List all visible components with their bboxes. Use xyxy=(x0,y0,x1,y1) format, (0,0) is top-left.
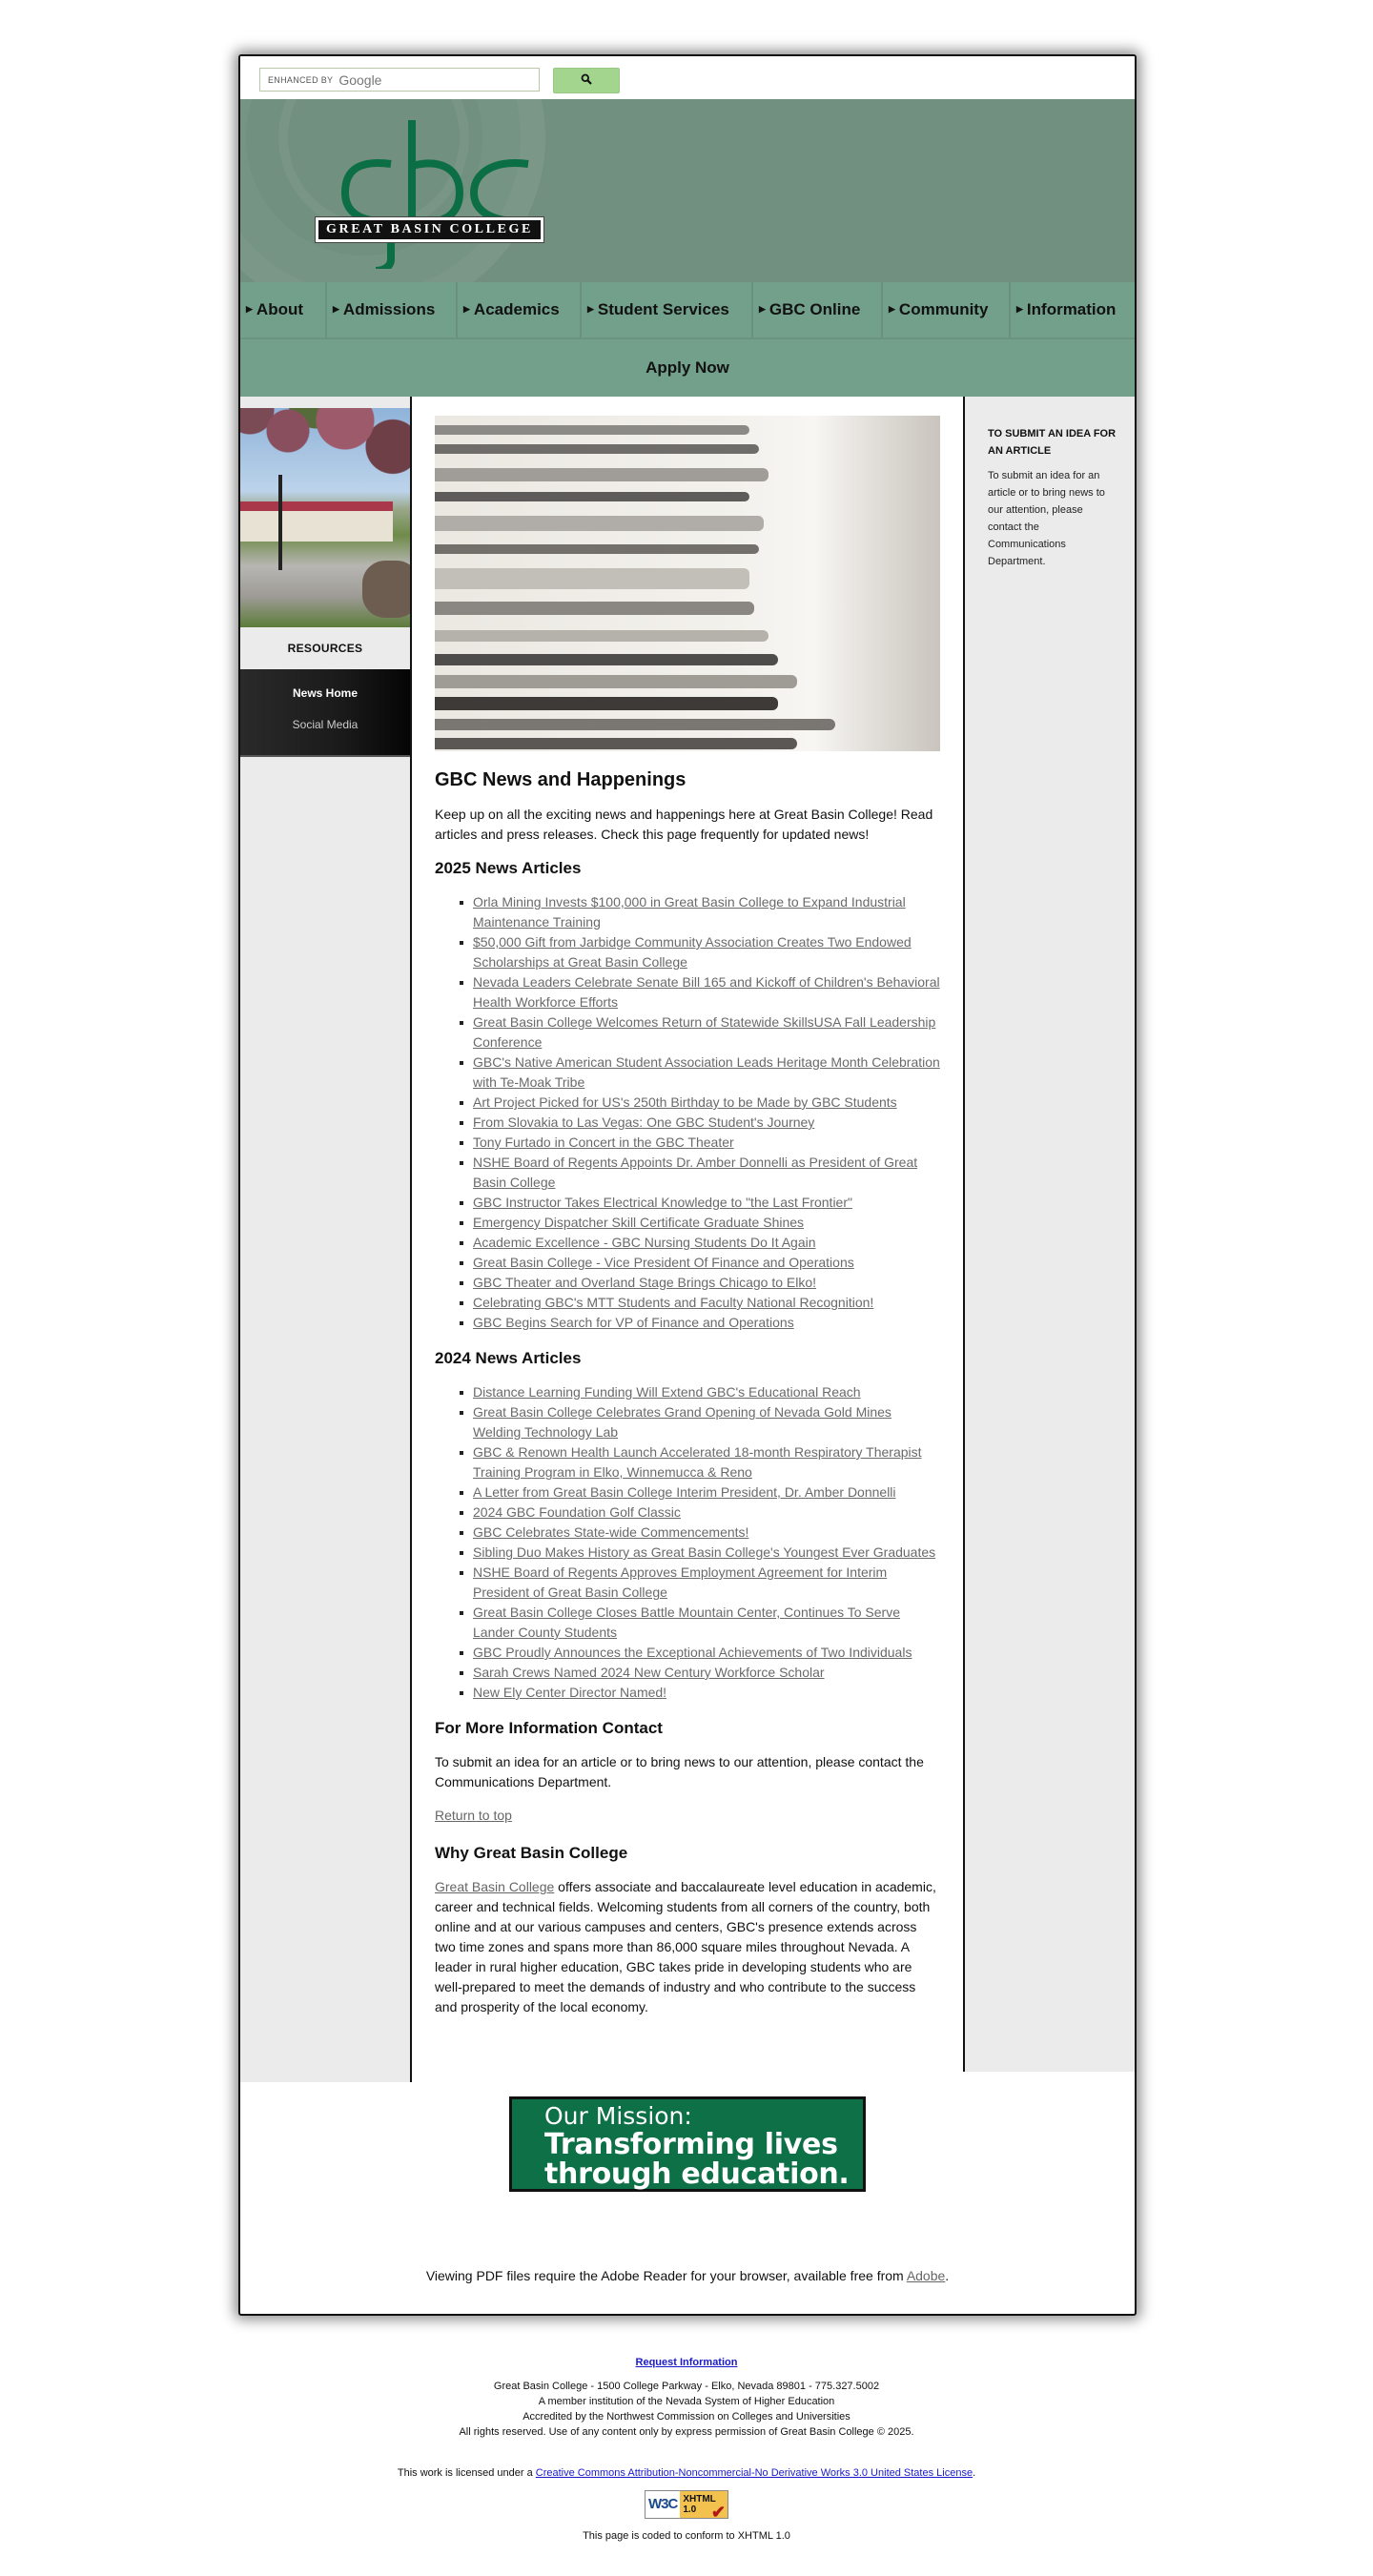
article-link[interactable]: Celebrating GBC's MTT Students and Faculty National Recognition! xyxy=(473,1295,874,1310)
section-heading-2024: 2024 News Articles xyxy=(435,1349,582,1367)
article-link[interactable]: $50,000 Gift from Jarbidge Community Association Creates Two Endowed Scholarships at Great Basin College xyxy=(473,934,912,970)
list-item xyxy=(473,1382,940,1402)
list-item xyxy=(473,1643,940,1663)
article-link[interactable]: Art Project Picked for US's 250th Birthday to be Made by GBC Students xyxy=(473,1094,897,1110)
page-title: GBC News and Happenings xyxy=(435,769,686,790)
sidebar-item-news-home[interactable]: News Home xyxy=(292,686,359,700)
request-information-link[interactable]: Request Information xyxy=(635,2357,738,2368)
article-list-2024 xyxy=(473,1382,940,1703)
list-item xyxy=(473,1523,940,1543)
header-banner xyxy=(240,99,1135,282)
return-to-top-link[interactable]: Return to top xyxy=(435,1808,512,1823)
mission-statement-line2: through education. xyxy=(544,2157,850,2191)
photo-rock xyxy=(362,561,410,618)
photo-building xyxy=(240,501,393,542)
article-link[interactable]: Nevada Leaders Celebrate Senate Bill 165 and Kickoff of Children's Behavioral Health Workforce Efforts xyxy=(473,974,940,1010)
list-item xyxy=(473,1543,940,1563)
article-link[interactable]: GBC & Renown Health Launch Accelerated 18-month Respiratory Therapist Training Program in Elko, Winnemucca & Reno xyxy=(473,1444,922,1480)
nav-item-community[interactable]: ▶ Community xyxy=(883,282,1011,337)
footer-license: This work is licensed under a Creative Commons Attribution-Noncommercial-No Derivative Works 3.0 United States License. xyxy=(397,2467,976,2479)
list-item xyxy=(473,1193,940,1213)
resources-title: RESOURCES xyxy=(287,642,363,655)
nav-item-admissions[interactable]: ▶ Admissions xyxy=(327,282,458,337)
apply-now-link[interactable]: Apply Now xyxy=(646,358,729,377)
article-link[interactable]: A Letter from Great Basin College Interim President, Dr. Amber Donnelli xyxy=(473,1484,896,1500)
search-bar xyxy=(240,56,1135,99)
list-item xyxy=(473,1213,940,1233)
article-link[interactable]: GBC Instructor Takes Electrical Knowledge to "the Last Frontier" xyxy=(473,1195,852,1210)
footer xyxy=(0,2355,1373,2544)
article-link[interactable]: Sarah Crews Named 2024 New Century Workforce Scholar xyxy=(473,1665,825,1680)
pdf-note: Viewing PDF files require the Adobe Reader for your browser, available free from Adobe. xyxy=(425,2268,950,2283)
nav-item-student-services[interactable]: ▶ Student Services xyxy=(582,282,753,337)
nav-item-about[interactable]: ▶ About xyxy=(240,282,327,337)
article-link[interactable]: Great Basin College - Vice President Of Finance and Operations xyxy=(473,1255,854,1270)
article-link[interactable]: Orla Mining Invests $100,000 in Great Basin College to Expand Industrial Maintenance Training xyxy=(473,894,906,930)
list-item xyxy=(473,1113,940,1133)
apply-now-bar xyxy=(240,339,1135,397)
footer-accredited: Accredited by the Northwest Commission on Colleges and Universities xyxy=(523,2411,850,2423)
list-item xyxy=(473,1093,940,1113)
article-link[interactable]: Sibling Duo Makes History as Great Basin College's Youngest Ever Graduates xyxy=(473,1544,936,1560)
main-content xyxy=(412,397,963,2082)
adobe-link[interactable]: Adobe xyxy=(906,2268,946,2283)
w3c-xhtml-badge[interactable]: W3C XHTML 1.0 ✔ xyxy=(645,2490,728,2519)
article-link[interactable]: Distance Learning Funding Will Extend GBC's Educational Reach xyxy=(473,1384,861,1400)
list-item xyxy=(473,1253,940,1273)
article-link[interactable]: From Slovakia to Las Vegas: One GBC Student's Journey xyxy=(473,1114,815,1130)
search-placeholder-prefix: ENHANCED BY xyxy=(268,74,334,85)
nav-item-gbc-online[interactable]: ▶ GBC Online xyxy=(753,282,883,337)
search-input[interactable] xyxy=(259,68,540,92)
search-icon xyxy=(581,72,592,90)
list-item xyxy=(473,932,940,972)
list-item xyxy=(473,1663,940,1683)
article-link[interactable]: GBC Begins Search for VP of Finance and Operations xyxy=(473,1315,794,1330)
section-heading-2025: 2025 News Articles xyxy=(435,859,582,877)
article-link[interactable]: Great Basin College Celebrates Grand Opening of Nevada Gold Mines Welding Technology Lab xyxy=(473,1404,891,1440)
content-columns xyxy=(240,397,1135,2082)
nav-item-academics[interactable]: ▶ Academics xyxy=(458,282,582,337)
triangle-right-icon: ▶ xyxy=(759,303,766,314)
article-link[interactable]: NSHE Board of Regents Appoints Dr. Amber Donnelli as President of Great Basin College xyxy=(473,1155,918,1190)
intro-text: Keep up on all the exciting news and happenings here at Great Basin College! Read articles and press releases. Check this page frequently for updated news! xyxy=(435,807,933,842)
article-link[interactable]: Great Basin College Closes Battle Mountain Center, Continues To Serve Lander County Students xyxy=(473,1605,900,1640)
triangle-right-icon: ▶ xyxy=(333,303,339,314)
left-sidebar xyxy=(240,397,412,2082)
article-list-2025 xyxy=(473,892,940,1333)
mission-statement-line1: Transforming lives xyxy=(544,2128,838,2161)
gbc-logo-icon[interactable] xyxy=(317,116,536,269)
footer-rights: All rights reserved. Use of any content only by express permission of Great Basin College © 2025. xyxy=(459,2426,914,2438)
why-gbc-text: Great Basin College offers associate and baccalaureate level education in academic, career and technical fields. Welcoming students from all corners of the country, both online and at our various campuses and centers, GBC's presence extends across two time zones and spans more than 86,000 square miles throughout Nevada. A leader in rural higher education, GBC takes pride in developing students who are well-prepared to meet the demands of industry and who contribute to the success and prosperity of the local economy. xyxy=(435,1879,936,2014)
submit-idea-heading: TO SUBMIT AN IDEA FOR AN ARTICLE xyxy=(988,428,1117,457)
page-frame xyxy=(238,54,1137,2316)
campus-photo xyxy=(240,408,410,627)
list-item xyxy=(473,1293,940,1313)
list-item xyxy=(473,1503,940,1523)
triangle-right-icon: ▶ xyxy=(587,303,594,314)
list-item xyxy=(473,1233,940,1253)
resources-menu xyxy=(240,669,410,757)
article-link[interactable]: GBC's Native American Student Association Leads Heritage Month Celebration with Te-Moak Tribe xyxy=(473,1054,940,1090)
contact-heading: For More Information Contact xyxy=(435,1719,663,1737)
w3c-logo-icon: W3C xyxy=(646,2491,680,2518)
article-link[interactable]: Emergency Dispatcher Skill Certificate Graduate Shines xyxy=(473,1215,805,1230)
triangle-right-icon: ▶ xyxy=(889,303,895,314)
list-item xyxy=(473,1402,940,1442)
list-item xyxy=(473,1133,940,1153)
mission-banner xyxy=(509,2096,866,2192)
search-button[interactable] xyxy=(553,68,620,93)
photo-tree xyxy=(240,408,410,494)
article-link[interactable]: New Ely Center Director Named! xyxy=(473,1685,667,1700)
list-item xyxy=(473,1053,940,1093)
list-item xyxy=(473,1683,940,1703)
triangle-right-icon: ▶ xyxy=(1016,303,1023,314)
list-item xyxy=(473,1563,940,1603)
logo-wordmark: GREAT BASIN COLLEGE xyxy=(316,217,543,242)
article-link[interactable]: GBC Theater and Overland Stage Brings Chicago to Elko! xyxy=(473,1275,817,1290)
creative-commons-link[interactable]: Creative Commons Attribution-Noncommercial-No Derivative Works 3.0 United States License xyxy=(535,2467,973,2479)
photo-lamp-post xyxy=(278,475,282,570)
article-link[interactable]: 2024 GBC Foundation Golf Classic xyxy=(473,1504,681,1520)
triangle-right-icon: ▶ xyxy=(463,303,470,314)
list-item xyxy=(473,1603,940,1643)
article-link[interactable]: GBC Celebrates State-wide Commencements! xyxy=(473,1524,749,1540)
footer-member: A member institution of the Nevada System of Higher Education xyxy=(538,2396,835,2407)
triangle-right-icon: ▶ xyxy=(246,303,253,314)
sidebar-item-social-media[interactable]: Social Media xyxy=(292,718,359,731)
article-link[interactable]: Tony Furtado in Concert in the GBC Theater xyxy=(473,1135,734,1150)
list-item xyxy=(473,1012,940,1053)
list-item xyxy=(473,1442,940,1482)
list-item xyxy=(473,972,940,1012)
contact-text: To submit an idea for an article or to bring news to our attention, please contact the Communications Department. xyxy=(435,1754,924,1789)
right-sidebar xyxy=(963,397,1135,2072)
article-link[interactable]: Academic Excellence - GBC Nursing Students Do It Again xyxy=(473,1235,816,1250)
submit-idea-text: To submit an idea for an article or to bring news to our attention, please contact the Communications Department. xyxy=(988,470,1105,567)
article-link[interactable]: Great Basin College Welcomes Return of Statewide SkillsUSA Fall Leadership Conference xyxy=(473,1014,936,1050)
checkmark-icon: ✔ xyxy=(710,2503,726,2522)
article-link[interactable]: GBC Proudly Announces the Exceptional Achievements of Two Individuals xyxy=(473,1645,912,1660)
newspaper-stack-photo xyxy=(435,416,940,751)
main-nav xyxy=(240,282,1135,339)
mission-label: Our Mission: xyxy=(544,2102,692,2130)
footer-address: Great Basin College - 1500 College Parkway - Elko, Nevada 89801 - 775.327.5002 xyxy=(493,2381,880,2392)
nav-item-information[interactable]: ▶ Information xyxy=(1016,300,1117,318)
article-link[interactable]: NSHE Board of Regents Approves Employment Agreement for Interim President of Great Basin College xyxy=(473,1564,888,1600)
xhtml-conform-note: This page is coded to conform to XHTML 1.0 xyxy=(583,2530,790,2542)
list-item xyxy=(473,1273,940,1293)
gbc-home-link[interactable]: Great Basin College xyxy=(435,1879,555,1894)
search-placeholder-brand: Google xyxy=(338,72,382,88)
why-gbc-heading: Why Great Basin College xyxy=(435,1844,628,1862)
list-item xyxy=(473,1153,940,1193)
list-item xyxy=(473,1313,940,1333)
list-item xyxy=(473,892,940,932)
list-item xyxy=(473,1482,940,1503)
